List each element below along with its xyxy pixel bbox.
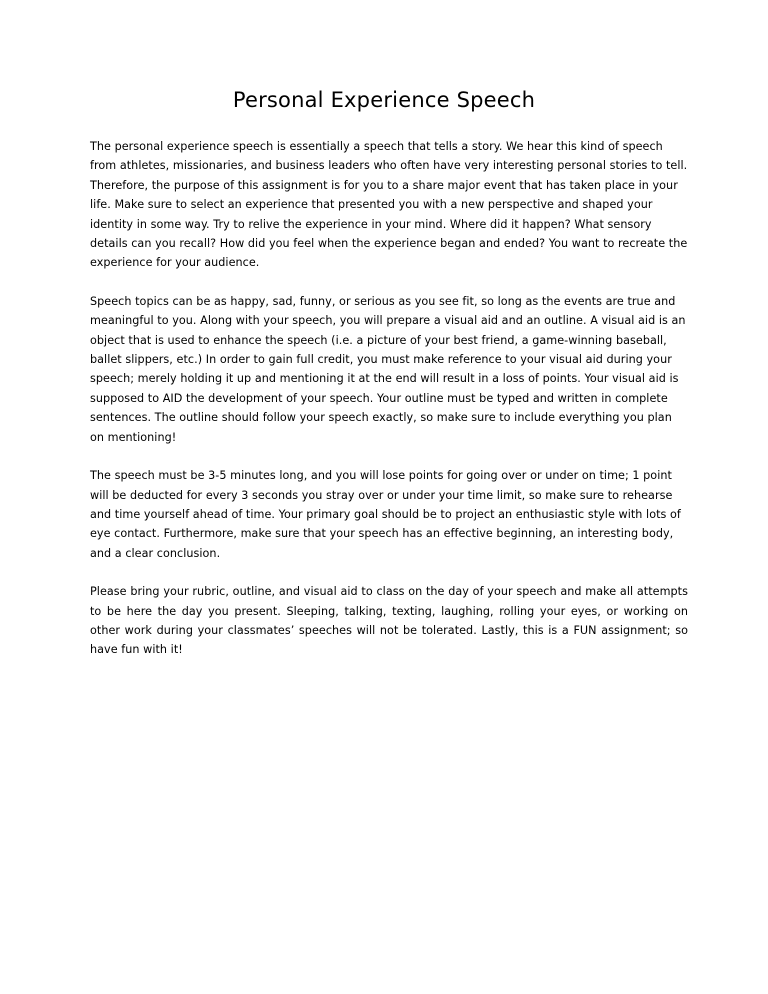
paragraph-closing: Please bring your rubric, outline, and visual aid to class on the day of your speech and make all attempts to be here the day you present. Sleeping, talking, texting, laughing, rolling your eyes, or working on other work during your classmates’ speeches will not be tolerated. Lastly, this is a FUN assignment; so have fun with it! xyxy=(90,585,688,657)
document-body xyxy=(90,137,688,679)
paragraph-intro: The personal experience speech is essentially a speech that tells a story. We hear this kind of speech from athletes, missionaries, and business leaders who often have very interesting personal stories to tell. Therefore, the purpose of this assignment is for you to a share major event that has taken place in your life. Make sure to select an experience that presented you with a new perspective and shaped your identity in some way. Try to relive the experience in your mind. Where did it happen? What sensory details can you recall? How did you feel when the experience began and ended? You want to recreate the experience for your audience. xyxy=(90,140,688,270)
document-title: Personal Experience Speech xyxy=(232,88,536,112)
paragraph-time-limit: The speech must be 3-5 minutes long, and you will lose points for going over or under on time; 1 point will be deducted for every 3 seconds you stray over or under your time limit, so make sure to rehearse and time yourself ahead of time. Your primary goal should be to project an enthusiastic style with lots of eye contact. Furthermore, make sure that your speech has an effective beginning, an interesting body, and a clear conclusion. xyxy=(90,469,681,560)
paragraph-topics-visual-aid: Speech topics can be as happy, sad, funny, or serious as you see fit, so long as the events are true and meaningful to you. Along with your speech, you will prepare a visual aid and an outline. A visual aid is an object that is used to enhance the speech (i.e. a picture of your best friend, a game-winning baseball, ballet slippers, etc.) In order to gain full credit, you must make reference to your visual aid during your speech; merely holding it up and mentioning it at the end will result in a loss of points. Your visual aid is supposed to AID the development of your speech. Your outline must be typed and written in complete sentences. The outline should follow your speech exactly, so make sure to include everything you plan on mentioning! xyxy=(90,294,686,444)
